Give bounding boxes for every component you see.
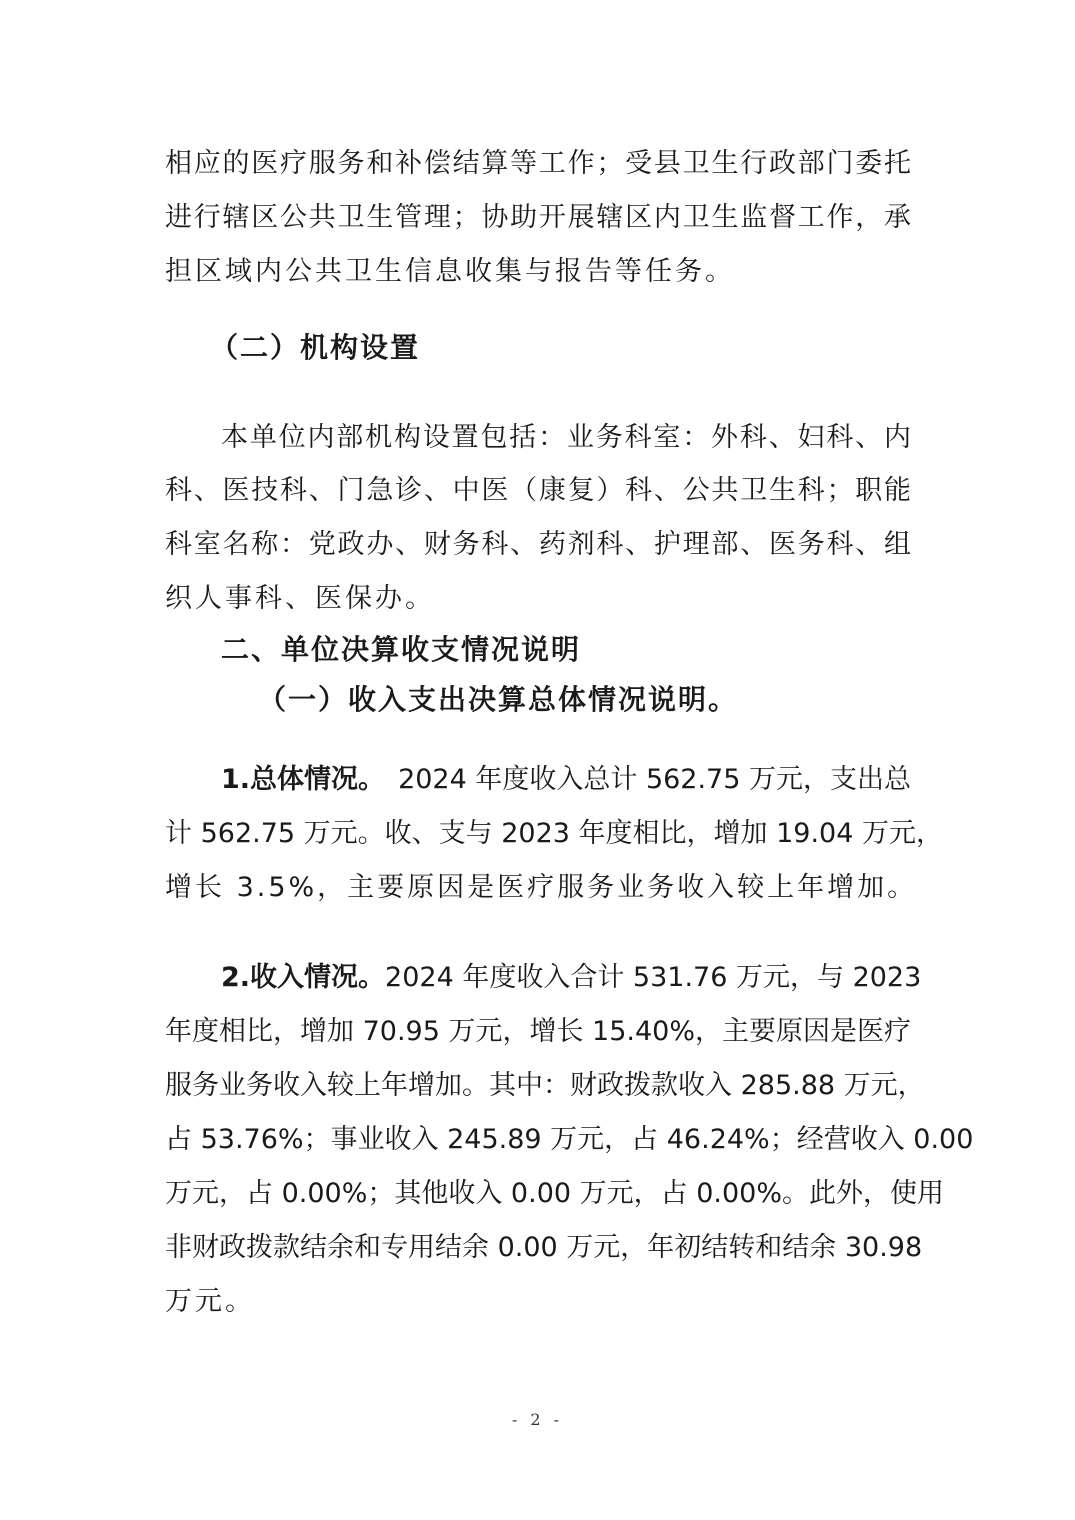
subsection-heading-1: （一）收入支出决算总体情况说明。	[258, 683, 739, 716]
body-line: 万元，占 0.00%；其他收入 0.00 万元，占 0.00%。此外，使用	[165, 1178, 944, 1209]
body-line: 相应的医疗服务和补偿结算等工作；受县卫生行政部门委托	[165, 148, 911, 179]
paragraph-2-lead: 2.收入情况。	[221, 962, 386, 993]
paragraph-2-line-1	[221, 960, 922, 996]
body-line: 织人事科、医保办。	[165, 583, 435, 614]
body-line: 科室名称：党政办、财务科、药剂科、护理部、医务科、组	[165, 529, 911, 560]
body-line: 担区域内公共卫生信息收集与报告等任务。	[165, 256, 735, 287]
paragraph-1-line-1-text: 2024 年度收入总计 562.75 万元，支出总	[398, 764, 911, 795]
paragraph-2-line-1-text: 2024 年度收入合计 531.76 万元，与 2023	[385, 962, 922, 993]
body-line: 进行辖区公共卫生管理；协助开展辖区内卫生监督工作，承	[165, 202, 911, 233]
page-number: - 2 -	[511, 1410, 564, 1429]
paragraph-1-lead: 1.总体情况。	[221, 764, 386, 795]
paragraph-1-line-1	[221, 762, 911, 798]
body-line: 万元。	[165, 1286, 255, 1317]
body-line: 年度相比，增加 70.95 万元，增长 15.40%，主要原因是医疗	[165, 1016, 911, 1047]
section-heading-org: （二）机构设置	[210, 331, 421, 364]
body-line: 增长 3.5%，主要原因是医疗服务业务收入较上年增加。	[165, 872, 918, 903]
body-line: 非财政拨款结余和专用结余 0.00 万元，年初结转和结余 30.98	[165, 1232, 923, 1263]
section-heading-2: 二、单位决算收支情况说明	[221, 633, 582, 666]
body-line: 本单位内部机构设置包括：业务科室：外科、妇科、内	[221, 422, 911, 453]
body-line: 科、医技科、门急诊、中医（康复）科、公共卫生科；职能	[165, 475, 911, 506]
body-line: 占 53.76%；事业收入 245.89 万元，占 46.24%；经营收入 0.00	[165, 1124, 974, 1155]
body-line: 计 562.75 万元。收、支与 2023 年度相比，增加 19.04 万元，	[165, 818, 943, 849]
body-line: 服务业务收入较上年增加。其中：财政拨款收入 285.88 万元，	[165, 1070, 925, 1101]
